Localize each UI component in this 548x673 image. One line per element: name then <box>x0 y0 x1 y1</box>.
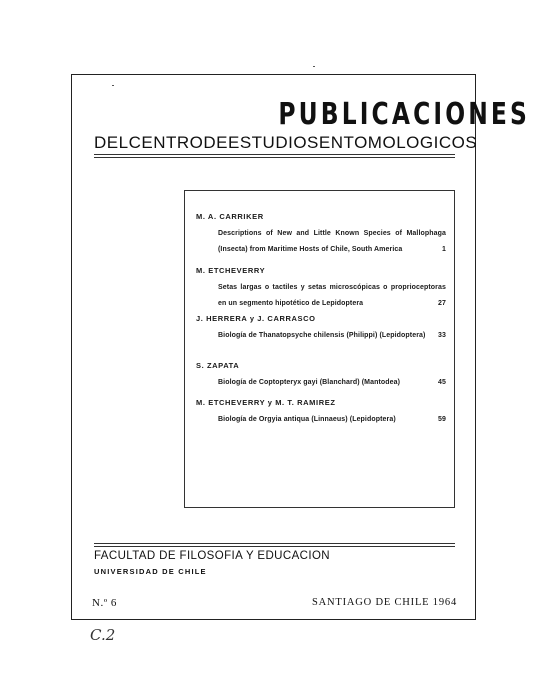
toc-title: Setas largas o tactiles y setas microscópicas o proprioceptoras en un segmento hipotético de Lepidoptera <box>218 284 446 307</box>
toc-author: J. HERRERA y J. CARRASCO <box>196 314 316 323</box>
toc-author: M. ETCHEVERRY <box>196 266 266 275</box>
toc-entry <box>196 361 446 391</box>
toc-description <box>218 226 446 258</box>
university-name: UNIVERSIDAD DE CHILE <box>94 567 207 576</box>
faculty-name: FACULTAD DE FILOSOFIA Y EDUCACION <box>94 550 331 562</box>
toc-author: M. ETCHEVERRY y M. T. RAMIREZ <box>196 398 336 407</box>
toc-description <box>218 375 446 391</box>
subtitle-word: CENTRO <box>128 133 204 152</box>
toc-author: M. A. CARRIKER <box>196 212 264 221</box>
toc-title: Biología de Coptopteryx gayi (Blanchard) (Mantodea) <box>218 379 401 386</box>
subtitle-word: ESTUDIOS <box>227 133 319 152</box>
toc-description <box>218 280 446 312</box>
toc-entry <box>196 398 446 428</box>
toc-author: S. ZAPATA <box>196 361 240 370</box>
toc-description <box>218 412 446 428</box>
toc-description <box>218 328 446 344</box>
footer-rule <box>94 543 455 544</box>
toc-entry <box>196 212 446 258</box>
footer-rule-thin <box>94 546 455 547</box>
toc-page-number: 59 <box>438 416 446 423</box>
issue-number: N.º 6 <box>92 597 117 609</box>
speck <box>313 66 315 67</box>
toc-page-number: 45 <box>438 379 446 386</box>
subtitle-word: DEL <box>94 133 129 152</box>
toc-entry <box>196 266 446 312</box>
header-rule <box>94 154 455 155</box>
toc-entry <box>196 314 446 344</box>
publication-title: PUBLICACIONES <box>278 97 530 132</box>
handwritten-note: C.2 <box>90 626 116 644</box>
toc-page-number: 1 <box>442 246 446 253</box>
subtitle-word: DE <box>203 133 228 152</box>
subtitle-word: ENTOMOLOGICOS <box>318 133 478 152</box>
toc-title: Biología de Orgyia antiqua (Linnaeus) (Lepidoptera) <box>218 416 396 423</box>
publication-subtitle <box>94 133 478 153</box>
toc-page-number: 33 <box>438 332 446 339</box>
toc-title: Biología de Thanatopsyche chilensis (Philippi) (Lepidoptera) <box>218 332 426 339</box>
toc-page-number: 27 <box>438 300 446 307</box>
place-and-year: SANTIAGO DE CHILE 1964 <box>311 597 457 608</box>
toc-title: Descriptions of New and Little Known Species of Mallophaga (Insecta) from Maritime Hosts of Chile, South America <box>218 230 446 253</box>
header-rule-thin <box>94 157 455 158</box>
